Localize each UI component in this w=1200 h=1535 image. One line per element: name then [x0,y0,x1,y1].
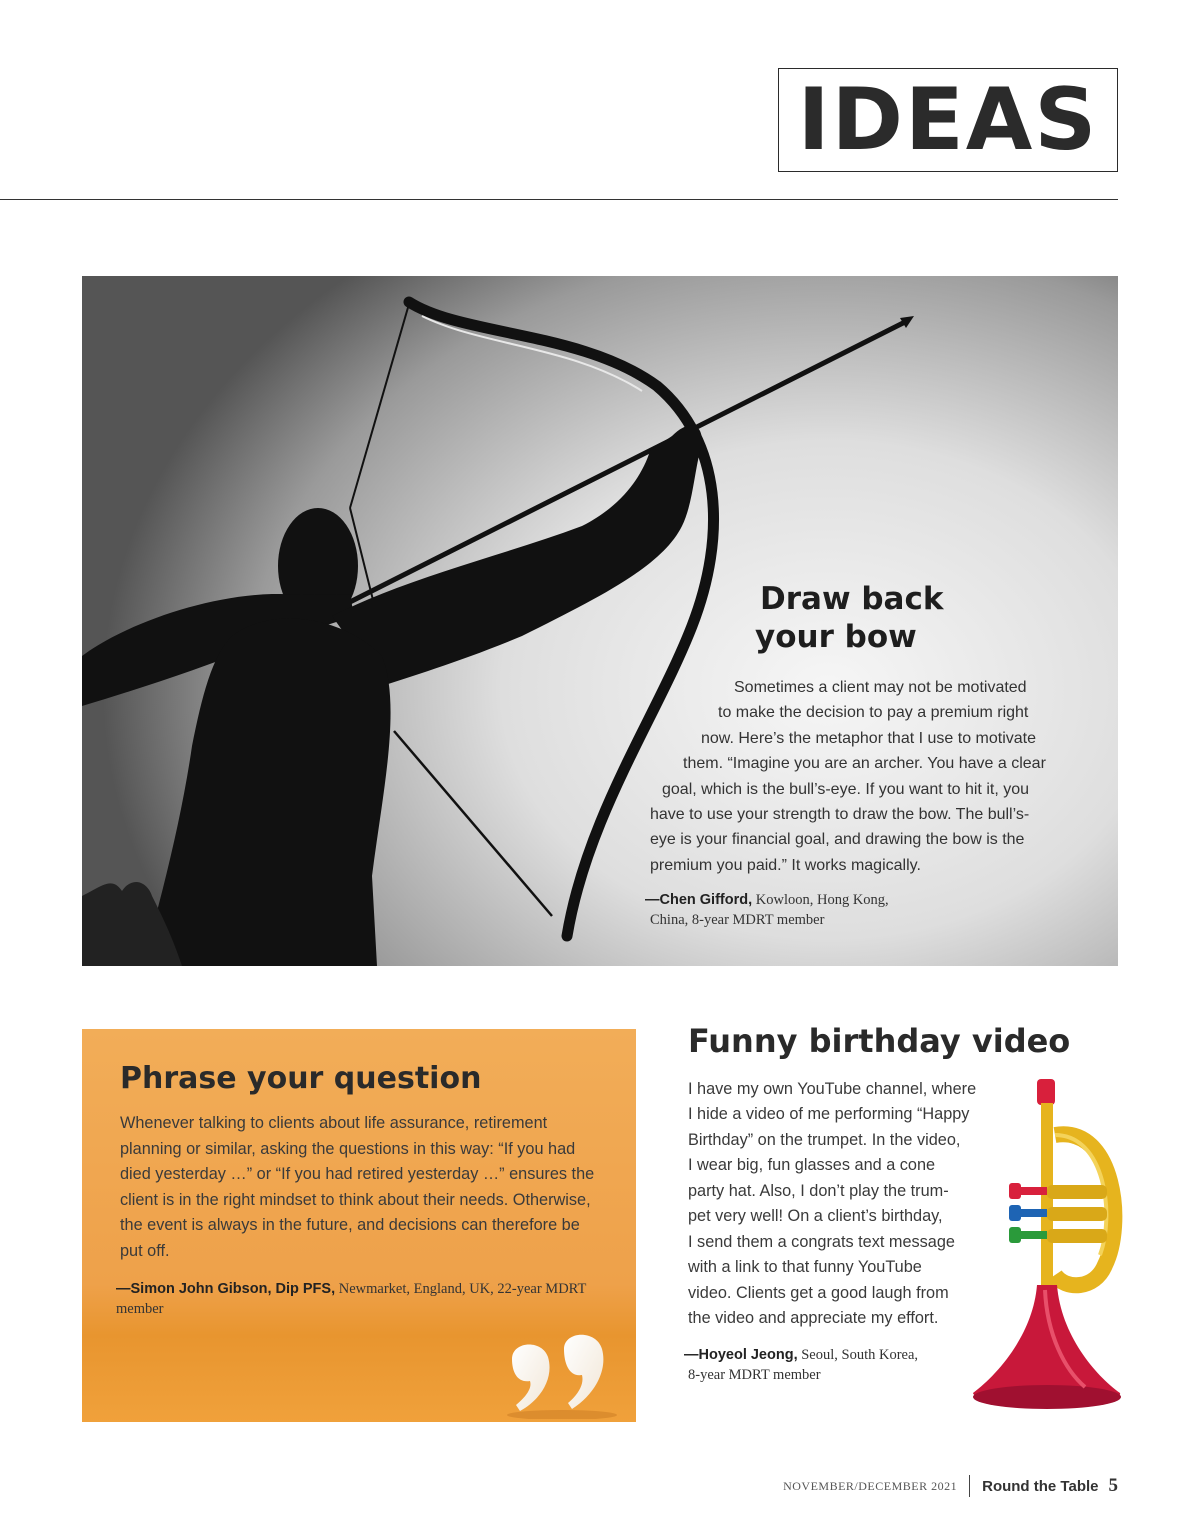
birthday-author-membership: 8-year MDRT member [688,1367,821,1383]
draw-back-body-line: have to use your strength to draw the bow. The bull’s- [650,806,1030,823]
birthday-body-line: video. Clients get a good laugh from [688,1284,949,1302]
page-footer [783,1474,1118,1498]
phrase-question-attribution [116,1279,596,1319]
draw-back-title-line-2: your bow [755,619,917,655]
birthday-video-title: Funny birthday video [688,1022,1071,1060]
birthday-author: —Hoyeol Jeong, [684,1347,798,1363]
birthday-body-line: I send them a congrats text message [688,1233,955,1251]
draw-back-attribution-line-2: China, 8-year MDRT member [650,912,825,928]
draw-back-attribution-line-1 [645,893,889,908]
archer-silhouette-illustration [82,276,1118,966]
draw-back-body-line: eye is your financial goal, and drawing the bow is the [650,831,1025,848]
page-number: 5 [1108,1475,1118,1496]
phrase-question-title: Phrase your question [120,1061,482,1096]
birthday-body-line: party hat. Also, I don’t play the trum- [688,1182,949,1200]
phrase-question-card [82,1029,636,1422]
birthday-attribution [684,1345,918,1385]
birthday-body-line: I hide a video of me performing “Happy [688,1105,970,1123]
phrase-question-body: Whenever talking to clients about life assurance, retirement planning or similar, asking the questions in this way: “If you had died yesterday …” or “If you had retired yesterday …” ensures the client is in the right mindset to think about their needs. Otherwise, the event is always in the future, and decisions can therefore be put off. [120,1114,595,1260]
draw-back-title-line-1: Draw back [760,581,944,617]
draw-back-author-location: Kowloon, Hong Kong, [752,892,889,908]
section-title-box [778,68,1118,172]
section-title: IDEAS [797,70,1099,170]
draw-back-body-line: now. Here’s the metaphor that I use to motivate [701,730,1036,747]
draw-back-body-line: premium you paid.” It works magically. [650,857,921,874]
draw-back-author: —Chen Gifford, [645,892,753,908]
birthday-body-line: the video and appreciate my effort. [688,1309,939,1327]
birthday-body-line: pet very well! On a client’s birthday, [688,1207,943,1225]
birthday-body-line: Birthday” on the trumpet. In the video, [688,1131,961,1149]
quote-marks-icon [502,1329,622,1419]
birthday-body-line: I have my own YouTube channel, where [688,1080,977,1098]
phrase-question-author-details: Newmarket, England, UK, 22-year MDRT member [116,1281,587,1317]
draw-back-body-line: them. “Imagine you are an archer. You have a clear [683,755,1046,772]
issue-date: NOVEMBER/DECEMBER 2021 [783,1478,958,1493]
birthday-body-line: with a link to that funny YouTube [688,1258,922,1276]
phrase-question-author: —Simon John Gibson, Dip PFS, [116,1281,336,1297]
draw-back-body-line: goal, which is the bull’s-eye. If you want to hit it, you [662,781,1030,798]
toy-trumpet-icon [965,1075,1125,1425]
draw-back-body-line: Sometimes a client may not be motivated [734,679,1027,696]
magazine-name: Round the Table [982,1477,1099,1495]
footer-divider [969,1475,970,1497]
header-rule [0,199,1118,200]
birthday-body-line: I wear big, fun glasses and a cone [688,1156,936,1174]
draw-back-body-line: to make the decision to pay a premium right [718,704,1029,721]
archer-hero [82,276,1118,966]
birthday-author-location: Seoul, South Korea, [797,1347,919,1363]
